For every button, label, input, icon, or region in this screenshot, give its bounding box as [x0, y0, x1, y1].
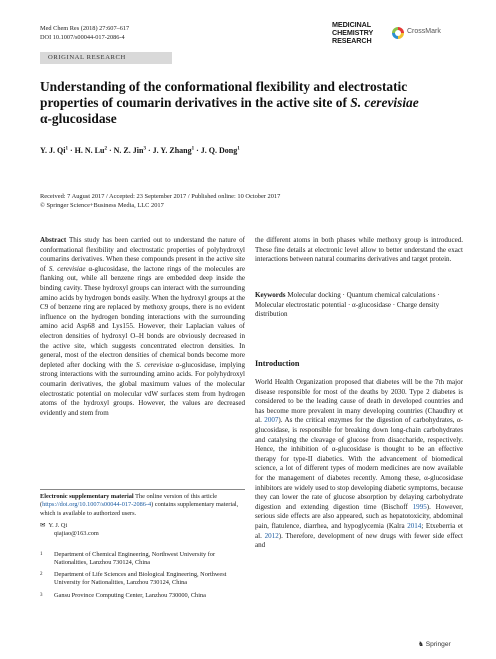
logo-line-1: MEDICINAL — [332, 20, 372, 29]
title-line-3: α-glucosidase — [40, 111, 117, 127]
publication-dates — [40, 193, 280, 210]
logo-line-3: RESEARCH — [332, 36, 372, 46]
introduction-body: World Health Organization proposed that diabetes will be the 7th major disease responsible for most of the deaths by 2030. Type 2 diabetes is considered to be the leading cause of death in developed countries and has become more prevalent in many developing countries (Chaudhry et al. 2007). As the critical enzymes for the digestion of carbohydrates, α-glucosidase, is responsible for breaking down long-chain carbohydrates and catalysing the cleavage of glucose from disaccharide, respectively. Hence, the inhibition of α-glucosidase is thought to be an effective therapy for type-II diabetics. With the advancement of biomedical science, a lot of different types of modern medicines are now available for the management of diabetes recently. Among these, α-glucosidase inhibitors are widely used to stop developing diabetic symptoms, because they can lower the rate of glucose absorption by delaying carbohydrate digestion and extending digestion time (Bischoff 1995). However, serious side effects are also appeared, such as hepatotoxicity, abdominal pain, flatulence, diarrhea, and hypoglycemia (Kalra 2014; Etxeberria et al. 2012). Therefore, development of new drugs with fewer side effect and — [255, 378, 463, 550]
affiliation-1: 1 Department of Chemical Engineering, Northwest University for Nationalities, Lanzhou 730124, China — [40, 551, 216, 567]
keywords-label: Keywords — [255, 291, 286, 299]
title-line-2 — [40, 95, 460, 111]
author[interactable]: N. Z. Jin$^3$ — [113, 146, 146, 155]
esm-label: Electronic supplementary material — [40, 493, 134, 500]
citation-link[interactable]: 2012 — [264, 531, 279, 540]
article-title — [40, 79, 460, 128]
logo-line-2: CHEMISTRY — [332, 28, 374, 38]
correspondence-author: ✉ Y. J. Qi — [40, 522, 68, 529]
author[interactable]: J. Q. Dong$^1$ — [200, 146, 240, 155]
crossmark-label: CrossMark — [407, 28, 441, 35]
citation-link[interactable]: 2014 — [407, 521, 422, 530]
esm-text: The online version of this article ( — [40, 493, 218, 509]
abstract-text-2: α-glucosidase, the lactone rings of the molecules are flanking out, while all benzene rings are embedded deep inside the binding cavity. These hydroxyl groups can interact with the surrounding amino acids by hydrogen bonds easily. When the hydroxyl groups at the C9 of benzene ring are replaced by methoxy groups, there is no evident influence on the hydrogen bonding interactions with the surrounding amino acid Asp68 and Lys155. However, their Laplacian values of electron densities of hydroxyl O–H bonds are obviously decreased in the active site, which suggests concentrated electron densities. In general, most of the electron densities of chemical bonds become more depleted after docking with the — [40, 264, 245, 369]
section-label: ORIGINAL RESEARCH — [48, 54, 126, 61]
esm-doi-link[interactable]: https://doi.org/10.1007/s00044-017-2086-4 — [42, 501, 152, 509]
correspondence — [40, 522, 245, 538]
correspondence-email[interactable]: qiajiao@163.com — [54, 530, 99, 538]
abstract-species-2: S. cerevisiae — [136, 360, 173, 369]
footnote-divider — [40, 489, 245, 490]
springer-horse-icon: ♞ — [418, 641, 424, 648]
affiliation-3: 3 Gansu Province Computing Center, Lanzhou 730000, China — [40, 592, 206, 599]
copyright-line: © Springer Science+Business Media, LLC 2017 — [40, 201, 164, 209]
crossmark-badge[interactable] — [392, 27, 462, 41]
abstract-species: S. cerevisiae — [48, 264, 86, 273]
journal-citation: Med Chem Res (2018) 27:607–617 — [40, 25, 130, 32]
title-line-1: Understanding of the conformational flexibility and electrostatic — [40, 79, 408, 94]
abstract — [40, 236, 245, 418]
citation-link[interactable]: 2007 — [264, 416, 279, 425]
citation-link[interactable]: 1995 — [412, 502, 427, 511]
author[interactable]: H. N. Lu$^2$ — [74, 146, 107, 155]
author[interactable]: J. Y. Zhang$^1$ — [152, 146, 195, 155]
journal-header — [40, 25, 129, 42]
introduction-heading: Introduction — [255, 359, 300, 368]
publisher-footer — [418, 640, 451, 648]
crossmark-icon — [392, 27, 404, 39]
abstract-continued: the different atoms in both phases while methoxy group is introduced. These fine details at electronic level allow to better understand the exact interactions between natural coumarins derivatives and target protein. — [255, 236, 463, 264]
author[interactable]: Y. J. Qi$^1$ — [40, 146, 68, 155]
abstract-text-3: α-glucosidase, implying strong interactions with the surrounding amino acids. For polyhydroxyl coumarin derivatives, the global maximum values of the molecular electrostatic potential on molecular vdW surfaces stem from hydrogen atoms of the hydroxyl groups. However, the values are decreased evidently and stem from — [40, 360, 246, 417]
section-band — [40, 52, 172, 64]
doi-line: DOI 10.1007/s00044-017-2086-4 — [40, 33, 125, 41]
author-list: Y. J. $Qi^1 \cdot H$. N. $Lu^2 \cdot N$. Z. Jin$^3$ · J. Y. Zhang$^1$ · J. Q. Dong$^1$ — [40, 146, 240, 155]
keywords — [255, 291, 463, 320]
journal-logo — [332, 21, 384, 54]
esm-text-2: ) contains supplementary material, which is available to authorized users. — [40, 501, 239, 517]
abstract-text-1: This study has been carried out to understand the nature of conformational flexibility and electrostatic properties of polyhydroxyl coumarins derivatives. When these compounds present in the active site of — [40, 236, 245, 273]
supplementary-note — [40, 493, 245, 518]
envelope-icon: ✉ — [40, 522, 46, 529]
title-species: S. cerevisiae — [350, 95, 419, 111]
title-line-2-text: properties of coumarin derivatives in the active site of — [40, 95, 351, 111]
abstract-label: Abstract — [40, 236, 67, 244]
dates-line: Received: 7 August 2017 / Accepted: 23 September 2017 / Published online: 10 October 2017 — [40, 193, 281, 200]
publisher-name: Springer — [425, 641, 451, 648]
keywords-text: Molecular docking · Quantum chemical calculations · Molecular electrostatic potential · α-glucosidase · Charge density distribution — [255, 291, 440, 319]
affiliation-2: 2 Department of Life Sciences and Biological Engineering, Northwest University for Nationalities, Lanzhou 730124, China — [40, 571, 227, 587]
